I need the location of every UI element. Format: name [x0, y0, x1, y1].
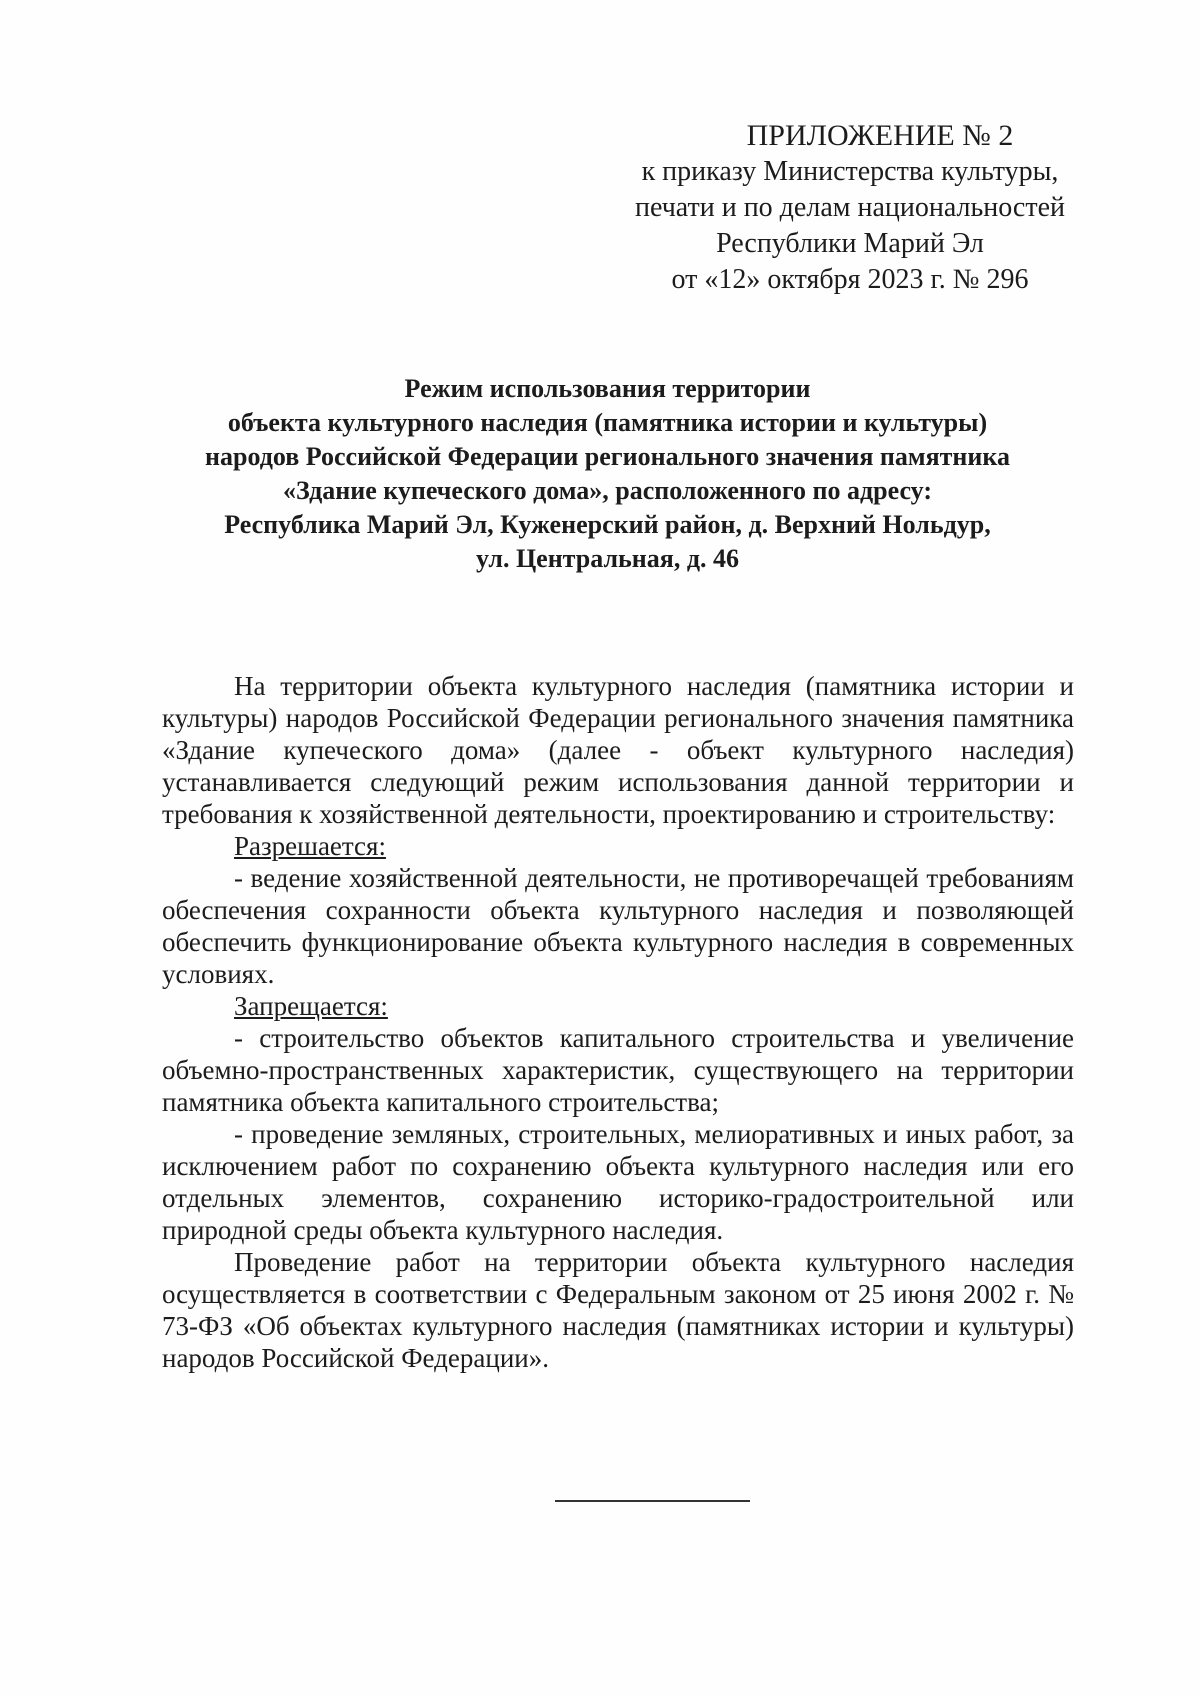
forbidden-item-2: - проведение земляных, строительных, мелиоративных и иных работ, за исключением работ по сохранению объекта культурного наследия или его отдельных элементов, сохранению историко-градостроительной или природной среды объекта культурного наследия.: [162, 1119, 1074, 1245]
appendix-line-3: Республики Марий Эл: [716, 228, 984, 259]
appendix-header: [600, 118, 1100, 298]
forbidden-heading: Запрещается:: [234, 991, 388, 1021]
closing-paragraph: Проведение работ на территории объекта культурного наследия осуществляется в соответствии с Федеральным законом от 25 июня 2002 г. № 73-ФЗ «Об объектах культурного наследия (памятниках истории и культуры) народов Российской Федерации».: [162, 1247, 1074, 1373]
intro-paragraph: На территории объекта культурного наследия (памятника истории и культуры) народов Российской Федерации регионального значения памятника «Здание купеческого дома» (далее - объект культурного наследия) устанавливается следующий режим использования данной территории и требования к хозяйственной деятельности, проектированию и строительству:: [162, 671, 1074, 829]
appendix-title: ПРИЛОЖЕНИЕ № 2: [746, 119, 1014, 152]
title-line-4: «Здание купеческого дома», расположенного по адресу:: [283, 476, 932, 505]
appendix-line-2: печати и по делам национальностей: [634, 192, 1066, 223]
title-line-5: Республика Марий Эл, Куженерский район, д. Верхний Нольдур,: [224, 510, 991, 539]
appendix-line-4: от «12» октября 2023 г. № 296: [671, 264, 1029, 295]
allowed-heading: Разрешается:: [234, 831, 386, 861]
title-line-3: народов Российской Федерации регионального значения памятника: [205, 442, 1010, 471]
document-body: [162, 670, 1074, 1374]
document-title: [140, 372, 1075, 576]
allowed-item: - ведение хозяйственной деятельности, не противоречащей требованиям обеспечения сохранности объекта культурного наследия и позволяющей обеспечить функционирование объекта культурного наследия в современных условиях.: [162, 863, 1074, 989]
forbidden-item-1: - строительство объектов капитального строительства и увеличение объемно-пространственных характеристик, существующего на территории памятника объекта капитального строительства;: [162, 1023, 1074, 1117]
appendix-line-1: к приказу Министерства культуры,: [641, 156, 1059, 187]
title-line-6: ул. Центральная, д. 46: [476, 544, 739, 573]
title-line-2: объекта культурного наследия (памятника истории и культуры): [227, 408, 988, 437]
end-separator-line: [555, 1500, 750, 1502]
title-line-1: Режим использования территории: [404, 374, 811, 403]
